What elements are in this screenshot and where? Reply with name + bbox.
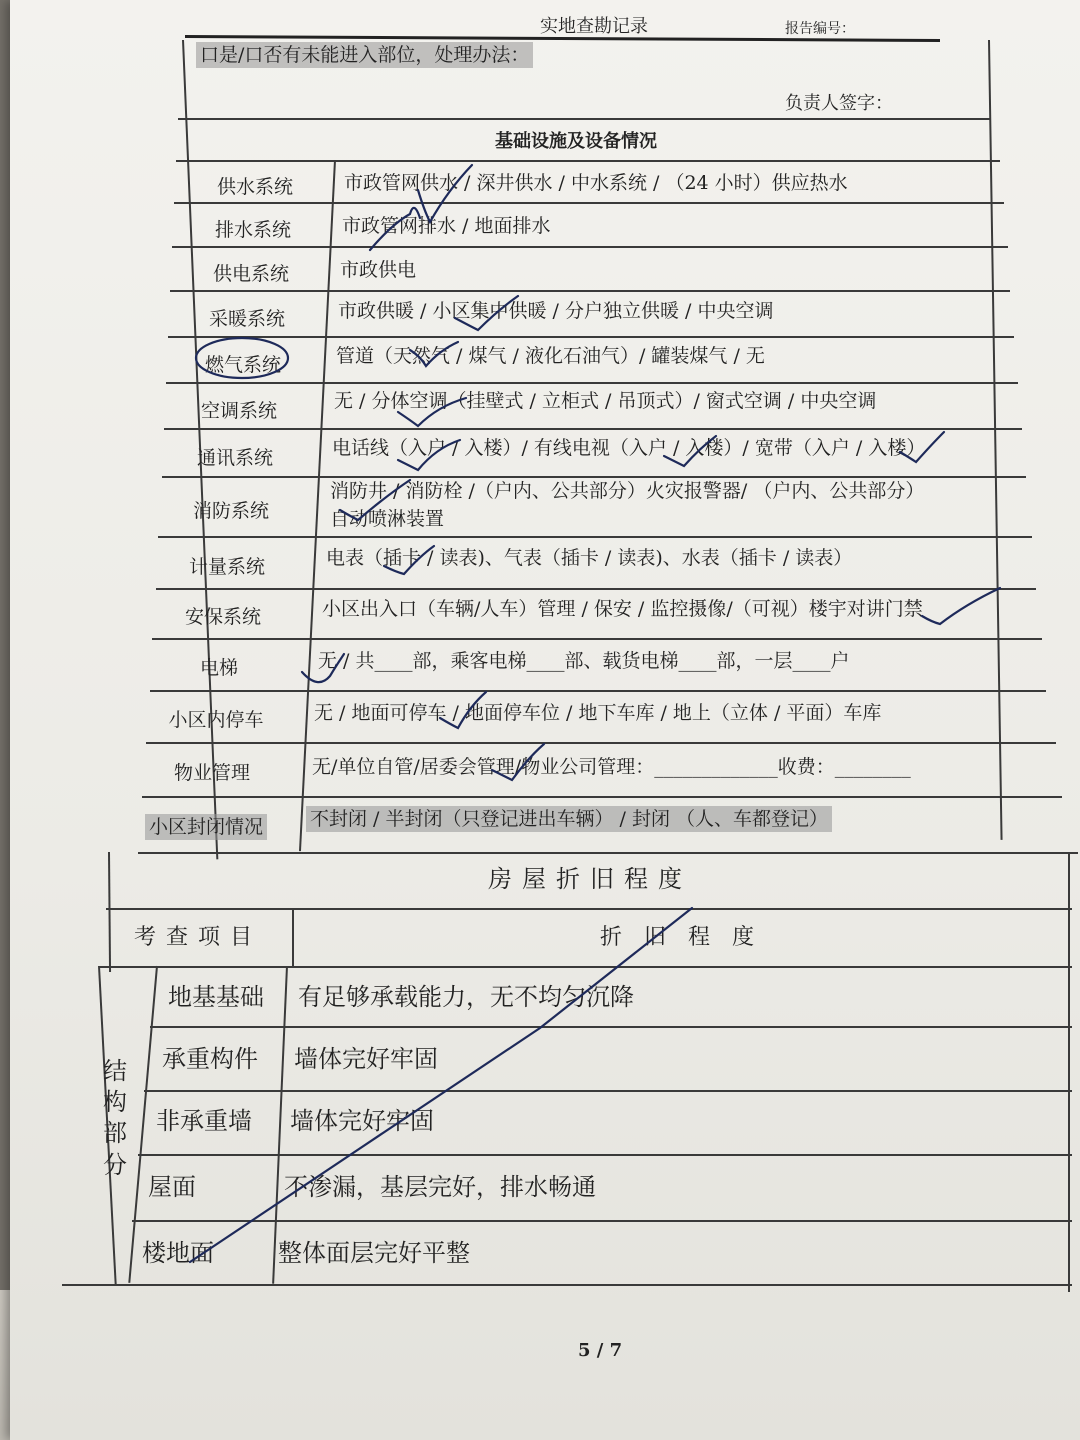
page-number: 5 / 7 xyxy=(578,1340,623,1361)
drainage-label: 排水系统 xyxy=(214,219,291,241)
heating-value: 市政供暖 / 小区集中供暖 / 分户独立供暖 / 中央空调 xyxy=(338,300,774,322)
water-supply-value: 市政管网供水 / 深井供水 / 中水系统 / （24 小时）供应热水 xyxy=(344,172,848,194)
drainage-value: 市政管网排水 / 地面排水 xyxy=(342,215,551,237)
security-value: 小区出入口（车辆/人车）管理 / 保安 / 监控摄像/（可视）楼宇对讲门禁 xyxy=(322,598,923,620)
security-label: 安保系统 xyxy=(184,606,261,628)
floor-label: 楼地面 xyxy=(142,1239,214,1267)
water-supply-label: 供水系统 xyxy=(216,176,293,198)
non-load-bearing-value: 墙体完好牢固 xyxy=(290,1107,434,1135)
fire-protection-value-2: 自动喷淋装置 xyxy=(330,508,445,530)
heating-label: 采暖系统 xyxy=(208,308,285,330)
load-bearing-value: 墙体完好牢固 xyxy=(294,1045,438,1073)
load-bearing-label: 承重构件 xyxy=(162,1045,258,1073)
report-number-label: 报告编号： xyxy=(785,21,855,37)
access-note: 口是/口否有未能进入部位，处理办法： xyxy=(196,42,533,68)
gas-label: 燃气系统 xyxy=(204,354,281,376)
roof-value: 不渗漏，基层完好，排水畅通 xyxy=(284,1173,596,1201)
elevator-label: 电梯 xyxy=(199,657,238,679)
enclosure-label: 小区封闭情况 xyxy=(145,814,267,840)
parking-label: 小区内停车 xyxy=(168,709,264,731)
col-item-header: 考查项目 xyxy=(134,925,263,950)
property-management-label: 物业管理 xyxy=(173,762,250,784)
power-supply-label: 供电系统 xyxy=(212,263,289,285)
signature-label: 负责人签字： xyxy=(785,93,893,114)
gas-value: 管道（天然气 / 煤气 / 液化石油气）/ 罐装煤气 / 无 xyxy=(336,345,765,367)
fire-protection-value: 消防井 / 消防栓 /（户内、公共部分）火灾报警器/ （户内、公共部分） xyxy=(330,480,925,502)
enclosure-value: 不封闭 / 半封闭（只登记进出车辆） / 封闭 （人、车都登记） xyxy=(306,806,832,832)
floor-value: 整体面层完好平整 xyxy=(278,1239,470,1267)
metering-label: 计量系统 xyxy=(188,556,265,578)
structure-group-label: 结构部分 xyxy=(103,1057,127,1179)
roof-label: 屋面 xyxy=(148,1173,196,1201)
power-supply-value: 市政供电 xyxy=(340,259,417,281)
property-management-value: 无/单位自管/居委会管理/物业公司管理：_____________收费：________ xyxy=(312,756,911,778)
parking-value: 无 / 地面可停车 / 地面停车位 / 地下车库 / 地上（立体 / 平面）车库 xyxy=(314,702,882,724)
foundation-label: 地基基础 xyxy=(168,983,264,1011)
communication-value: 电话线（入户 / 入楼）/ 有线电视（入户 / 入楼）/ 宽带（入户 / 入楼） xyxy=(332,437,926,459)
fire-protection-label: 消防系统 xyxy=(192,500,269,522)
air-conditioning-label: 空调系统 xyxy=(200,400,277,422)
metering-value: 电表（插卡 / 读表)、气表（插卡 / 读表)、水表（插卡 / 读表） xyxy=(326,547,853,569)
depreciation-section-title: 房屋折旧程度 xyxy=(488,865,692,893)
air-conditioning-value: 无 / 分体空调（挂壁式 / 立柜式 / 吊顶式）/ 窗式空调 / 中央空调 xyxy=(334,390,877,412)
infrastructure-section-title: 基础设施及设备情况 xyxy=(495,131,657,152)
foundation-value: 有足够承载能力，无不均匀沉降 xyxy=(298,983,634,1011)
document-title: 实地查勘记录 xyxy=(540,16,648,37)
elevator-value: 无 / 共____部，乘客电梯____部、载货电梯____部，一层____户 xyxy=(318,650,850,672)
communication-label: 通讯系统 xyxy=(196,447,273,469)
non-load-bearing-label: 非承重墙 xyxy=(156,1107,252,1135)
col-degree-header: 折旧程度 xyxy=(600,925,777,950)
